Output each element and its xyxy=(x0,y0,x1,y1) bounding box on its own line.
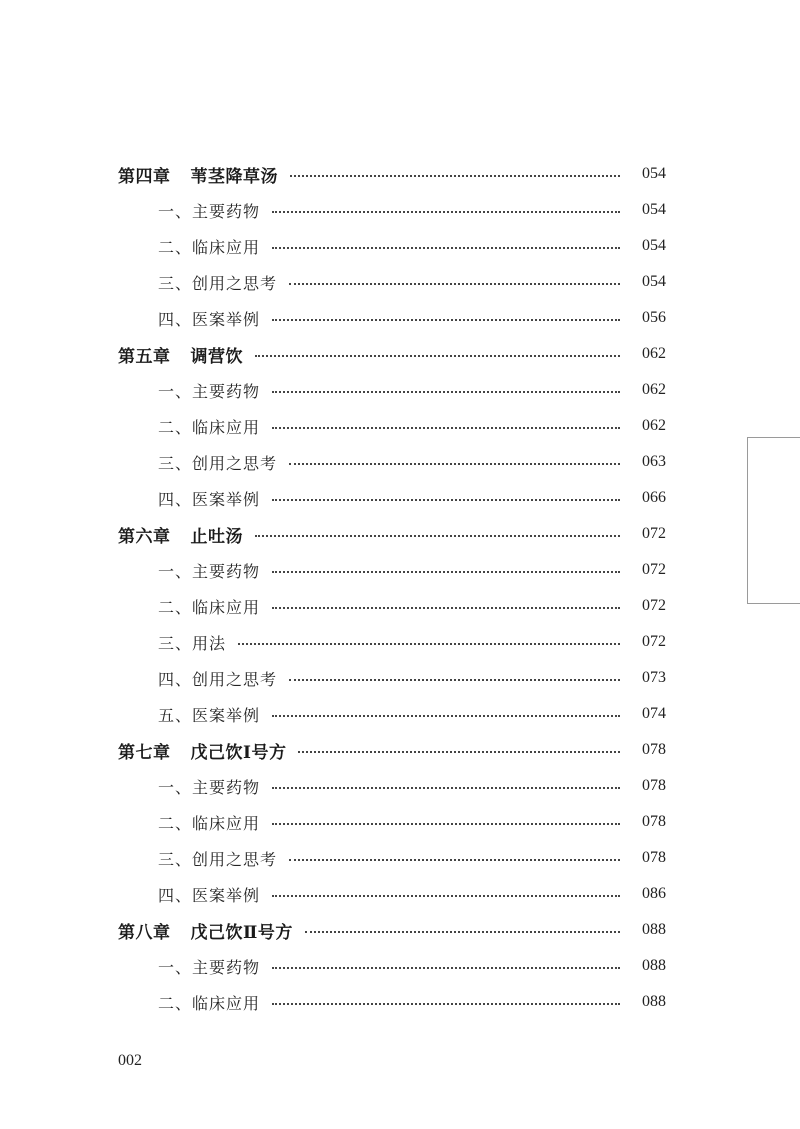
section-number: 五、 xyxy=(158,705,193,725)
page-number: 078 xyxy=(642,741,666,758)
chapter-number: 第六章 xyxy=(118,526,171,547)
toc-section[interactable] xyxy=(0,840,800,876)
chapter-number: 第四章 xyxy=(118,166,171,187)
section-title: 临床应用 xyxy=(192,813,261,833)
section-title: 创用之思考 xyxy=(192,849,278,869)
chapter-title: 调营饮 xyxy=(190,346,243,367)
dot-leader xyxy=(298,751,620,753)
dot-leader xyxy=(255,535,620,537)
toc-section[interactable] xyxy=(0,408,800,444)
page-number: 062 xyxy=(642,417,666,434)
toc-section[interactable] xyxy=(0,228,800,264)
page-number: 078 xyxy=(642,777,666,794)
section-number: 四、 xyxy=(158,309,193,329)
toc-section[interactable] xyxy=(0,300,800,336)
section-title: 临床应用 xyxy=(192,237,261,257)
dot-leader xyxy=(289,859,620,861)
section-number: 二、 xyxy=(158,417,193,437)
toc-section[interactable] xyxy=(0,984,800,1020)
dot-leader xyxy=(272,211,620,213)
section-number: 二、 xyxy=(158,993,193,1013)
section-title: 用法 xyxy=(192,633,227,653)
section-title: 主要药物 xyxy=(192,561,261,581)
section-number: 一、 xyxy=(158,561,193,581)
page-number: 063 xyxy=(642,453,666,470)
dot-leader xyxy=(272,571,620,573)
dot-leader xyxy=(272,391,620,393)
page-number: 072 xyxy=(642,597,666,614)
dot-leader xyxy=(272,1003,620,1005)
page-number: 088 xyxy=(642,993,666,1010)
section-title: 临床应用 xyxy=(192,417,261,437)
dot-leader xyxy=(238,643,620,645)
toc-chapter[interactable] xyxy=(0,336,800,372)
chapter-number: 第八章 xyxy=(118,922,171,943)
section-number: 一、 xyxy=(158,381,193,401)
dot-leader xyxy=(305,931,620,933)
page-number: 072 xyxy=(642,561,666,578)
section-number: 一、 xyxy=(158,957,193,977)
section-title: 主要药物 xyxy=(192,957,261,977)
section-number: 三、 xyxy=(158,273,193,293)
section-number: 四、 xyxy=(158,669,193,689)
dot-leader xyxy=(272,319,620,321)
section-title: 创用之思考 xyxy=(192,669,278,689)
section-title: 主要药物 xyxy=(192,777,261,797)
page-edge-tab-marker xyxy=(747,437,800,604)
section-number: 三、 xyxy=(158,633,193,653)
dot-leader xyxy=(289,463,620,465)
section-number: 四、 xyxy=(158,885,193,905)
section-title: 创用之思考 xyxy=(192,453,278,473)
page-number: 054 xyxy=(642,237,666,254)
chapter-title: 戊己饮Ⅱ号方 xyxy=(190,922,293,943)
toc-section[interactable] xyxy=(0,192,800,228)
dot-leader xyxy=(272,823,620,825)
section-number: 二、 xyxy=(158,813,193,833)
toc-section[interactable] xyxy=(0,660,800,696)
section-number: 二、 xyxy=(158,237,193,257)
section-title: 主要药物 xyxy=(192,381,261,401)
chapter-title: 戊己饮Ⅰ号方 xyxy=(190,742,287,763)
section-number: 一、 xyxy=(158,201,193,221)
toc-section[interactable] xyxy=(0,876,800,912)
toc-section[interactable] xyxy=(0,588,800,624)
toc-chapter[interactable] xyxy=(0,732,800,768)
page-number: 078 xyxy=(642,849,666,866)
toc-section[interactable] xyxy=(0,948,800,984)
page-number: 062 xyxy=(642,381,666,398)
toc-section[interactable] xyxy=(0,264,800,300)
section-title: 临床应用 xyxy=(192,597,261,617)
dot-leader xyxy=(289,283,620,285)
section-title: 主要药物 xyxy=(192,201,261,221)
section-title: 临床应用 xyxy=(192,993,261,1013)
page-number: 062 xyxy=(642,345,666,362)
page-number: 074 xyxy=(642,705,666,722)
chapter-number: 第五章 xyxy=(118,346,171,367)
section-title: 医案举例 xyxy=(192,885,261,905)
page-number: 078 xyxy=(642,813,666,830)
page-number: 054 xyxy=(642,165,666,182)
dot-leader xyxy=(272,715,620,717)
toc-section[interactable] xyxy=(0,696,800,732)
page-number: 088 xyxy=(642,957,666,974)
toc-section[interactable] xyxy=(0,444,800,480)
page-number: 056 xyxy=(642,309,666,326)
section-number: 四、 xyxy=(158,489,193,509)
page-number: 066 xyxy=(642,489,666,506)
section-title: 医案举例 xyxy=(192,309,261,329)
page-number: 072 xyxy=(642,633,666,650)
page-number: 072 xyxy=(642,525,666,542)
toc-chapter[interactable] xyxy=(0,516,800,552)
dot-leader xyxy=(272,895,620,897)
page-number: 054 xyxy=(642,201,666,218)
dot-leader xyxy=(272,967,620,969)
page-number: 073 xyxy=(642,669,666,686)
dot-leader xyxy=(272,607,620,609)
page-number: 054 xyxy=(642,273,666,290)
dot-leader xyxy=(290,175,620,177)
toc-section[interactable] xyxy=(0,768,800,804)
page-number: 086 xyxy=(642,885,666,902)
dot-leader xyxy=(255,355,620,357)
toc-section[interactable] xyxy=(0,804,800,840)
section-number: 三、 xyxy=(158,849,193,869)
section-title: 创用之思考 xyxy=(192,273,278,293)
section-title: 医案举例 xyxy=(192,705,261,725)
chapter-title: 止吐汤 xyxy=(190,526,243,547)
section-number: 一、 xyxy=(158,777,193,797)
section-number: 三、 xyxy=(158,453,193,473)
section-title: 医案举例 xyxy=(192,489,261,509)
dot-leader xyxy=(272,247,620,249)
dot-leader xyxy=(272,499,620,501)
toc-chapter[interactable] xyxy=(0,156,800,192)
folio-page-number: 002 xyxy=(118,1052,142,1069)
dot-leader xyxy=(272,427,620,429)
chapter-title: 苇茎降草汤 xyxy=(190,166,278,187)
section-number: 二、 xyxy=(158,597,193,617)
dot-leader xyxy=(289,679,620,681)
toc-section[interactable] xyxy=(0,624,800,660)
toc-section[interactable] xyxy=(0,552,800,588)
page-number: 088 xyxy=(642,921,666,938)
toc-section[interactable] xyxy=(0,480,800,516)
chapter-number: 第七章 xyxy=(118,742,171,763)
toc-chapter[interactable] xyxy=(0,912,800,948)
toc-section[interactable] xyxy=(0,372,800,408)
dot-leader xyxy=(272,787,620,789)
